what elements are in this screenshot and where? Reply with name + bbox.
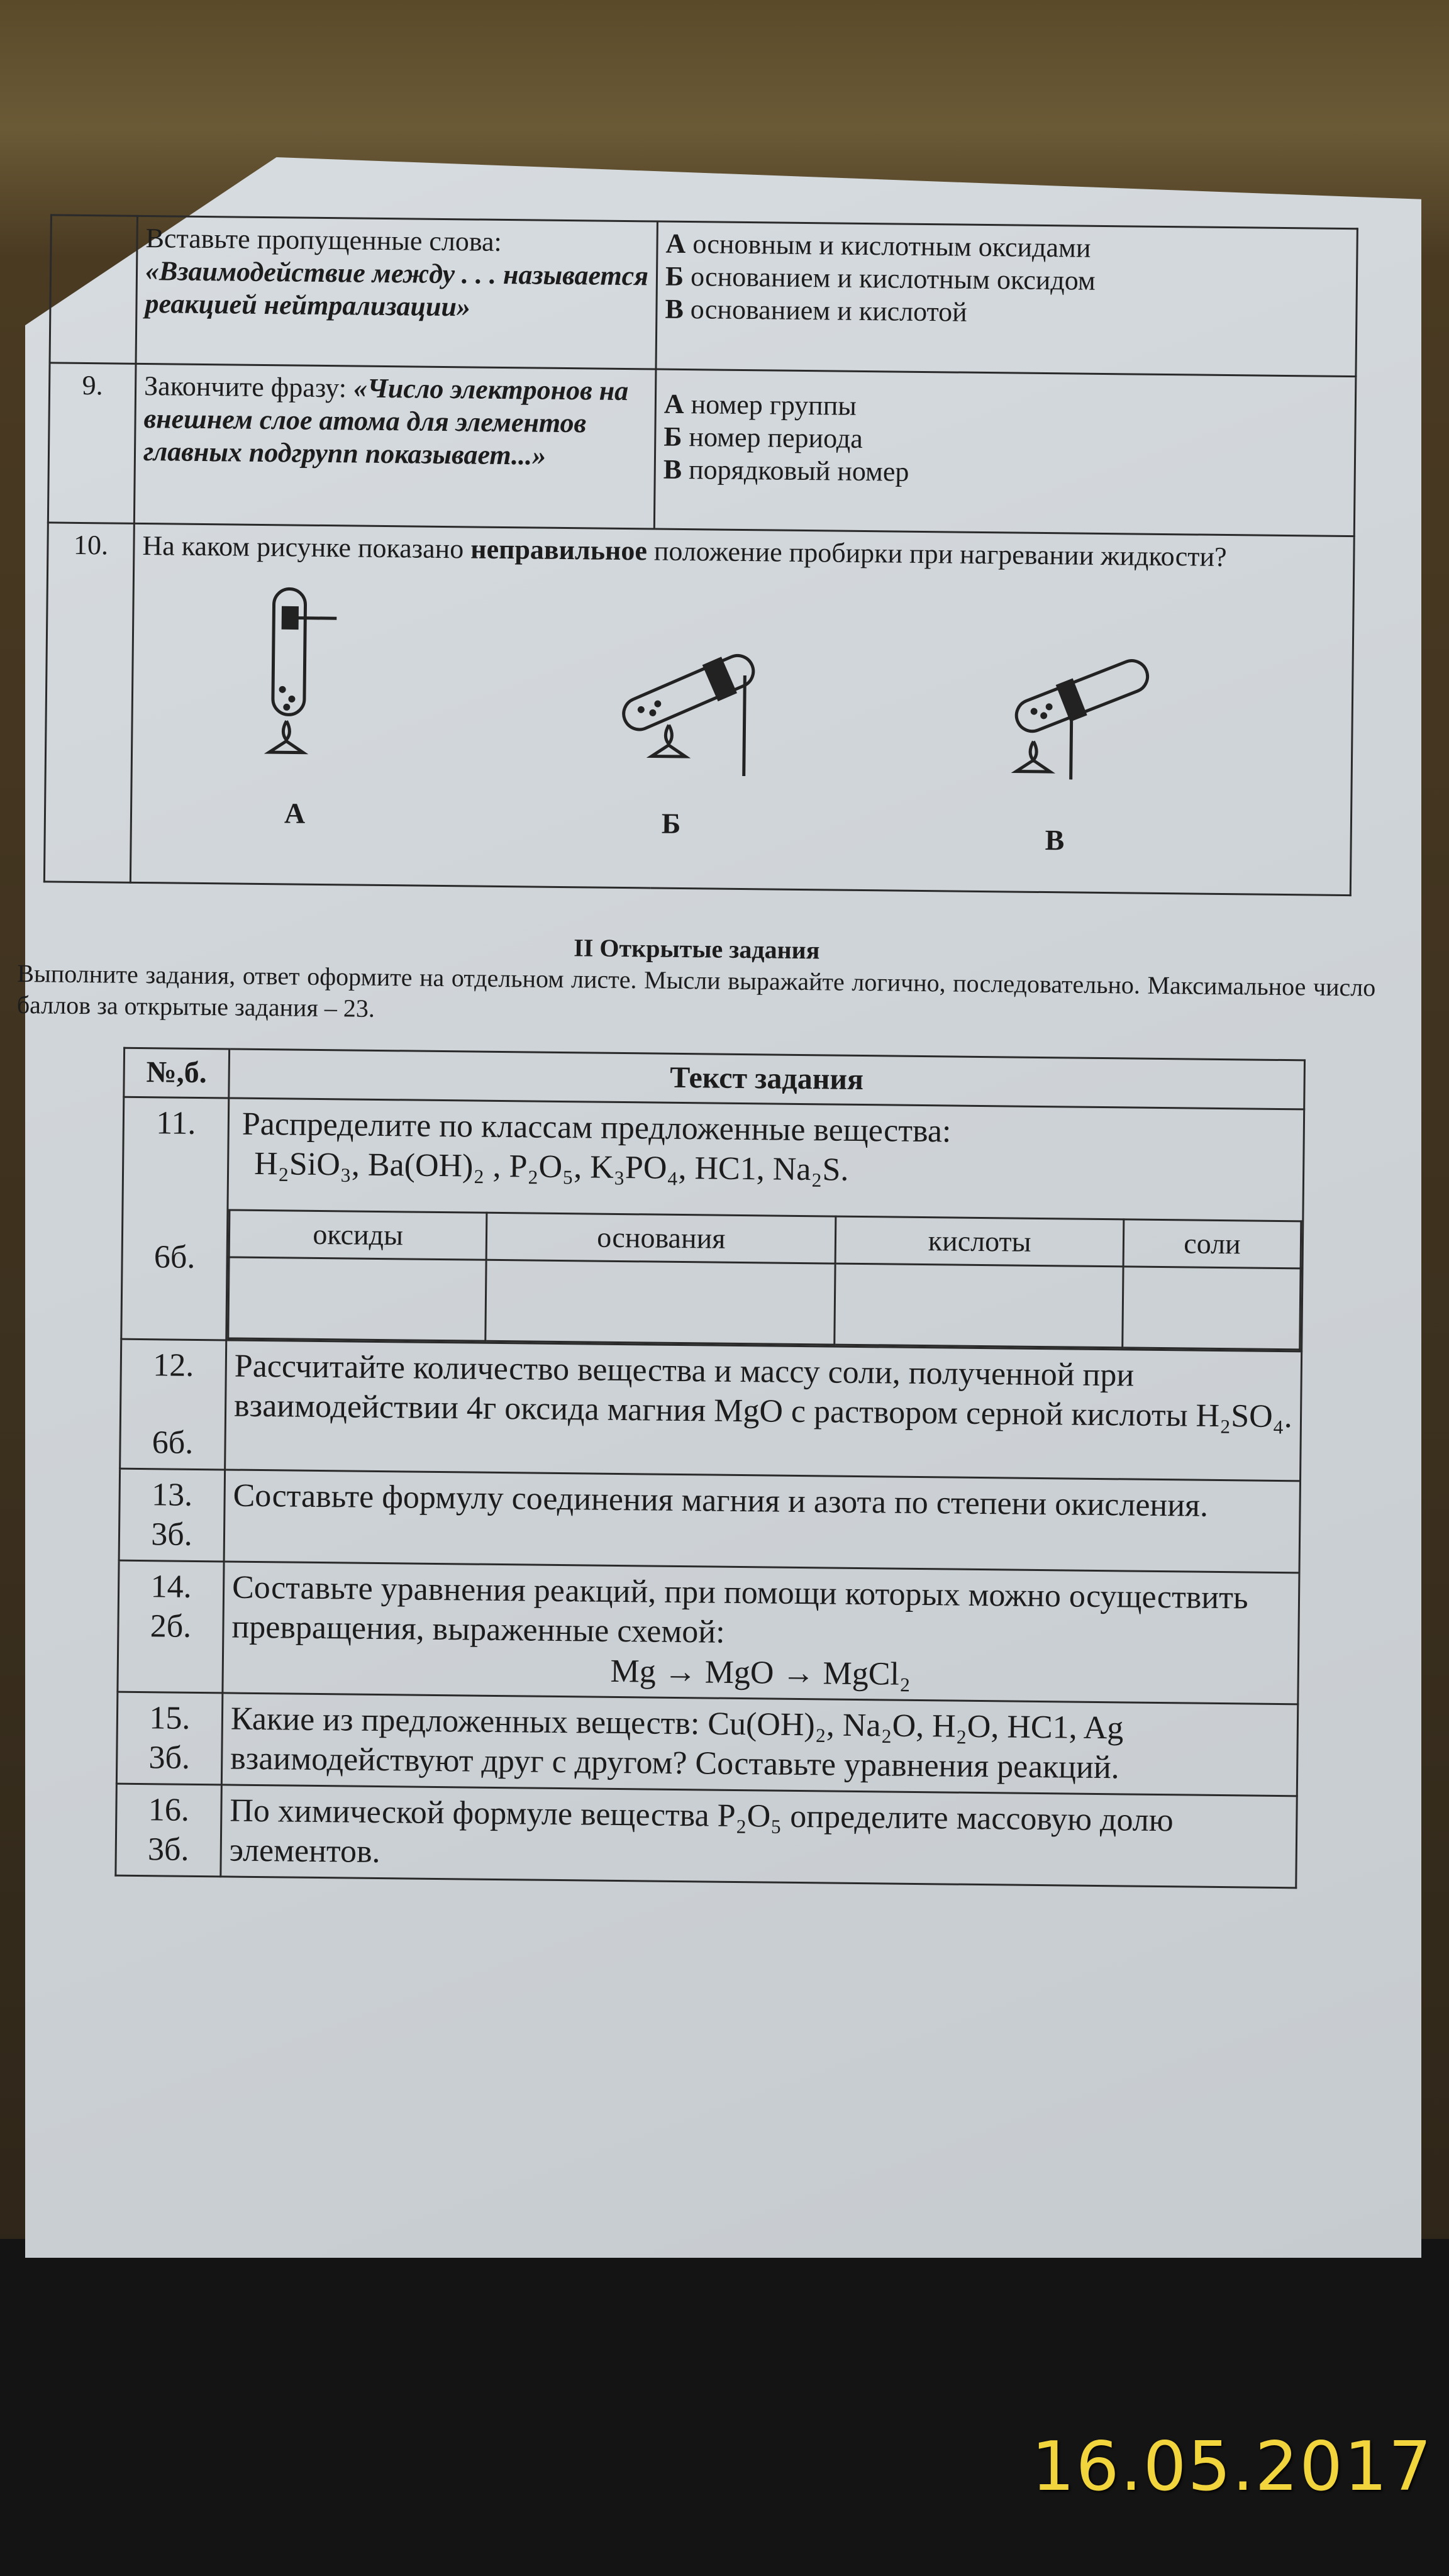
task-number: 12. 6б. [120, 1339, 226, 1470]
section-heading: II Открытые задания [574, 933, 820, 965]
task-row-11 [121, 1097, 1304, 1352]
class-bases: основания [487, 1213, 836, 1263]
figure-a-vertical-tube [269, 589, 337, 753]
open-tasks-section [17, 926, 1376, 1035]
question-number: 9. [48, 363, 136, 524]
task-text: По химической формуле вещества P₂O₅ определите массовую долю элементов. [221, 1785, 1297, 1888]
task-text: Распределите по классам предложенные вещества: H₂SiO₃, Ba(OH)₂ , P₂O₅, K₃PO₄, HC1, Na₂S. оксиды основания кислоты соли [226, 1098, 1304, 1352]
answer-cell [835, 1263, 1123, 1348]
test-tube-drawings [140, 562, 1400, 802]
answer-cell [486, 1260, 835, 1345]
task-row-15 [116, 1692, 1297, 1796]
task-row-16 [116, 1784, 1297, 1888]
figure-b-inclined-tube [617, 647, 760, 776]
figure-label-b: Б [661, 807, 681, 840]
answer-options: А номер группы Б номер периода В порядковый номер [654, 369, 1356, 536]
task-number: 13. 3б. [119, 1468, 225, 1562]
test-table [43, 214, 1358, 896]
task-row-13 [119, 1468, 1300, 1573]
class-salts: соли [1123, 1219, 1301, 1269]
task-text: Какие из предложенных веществ: Cu(OH)₂, Na₂O, H₂O, HC1, Ag взаимодействуют друг с другом? Составьте уравнения реакций. [221, 1693, 1297, 1796]
answer-options: А основным и кислотным оксидами Б основанием и кислотным оксидом В основанием и кислотой [656, 221, 1357, 376]
test-tube-figures [140, 562, 1346, 857]
section-intro: Выполните задания, ответ оформите на отдельном листе. Мысли выражайте логично, последовательно. Максимальное число баллов за открытые задания – 23. [16, 959, 1376, 1023]
open-tasks-table [114, 1047, 1306, 1889]
column-header-number: №,б. [124, 1048, 230, 1098]
task-number: 15. 3б. [116, 1692, 223, 1785]
classes-table [227, 1209, 1302, 1350]
figure-label-v: В [1045, 824, 1065, 857]
reaction-scheme: Mg → MgO → MgCl₂ [610, 1653, 911, 1692]
question-row-10 [44, 523, 1354, 896]
question-number [50, 215, 137, 364]
figure-label-a: А [284, 797, 306, 830]
question-text: Вставьте пропущенные слова: «Взаимодействие между . . . называется реакцией нейтрализации» [136, 216, 657, 369]
task-text: Составьте формулу соединения магния и азота по степени окисления. [224, 1470, 1300, 1573]
answer-cell [228, 1257, 487, 1341]
class-oxides: оксиды [229, 1210, 487, 1260]
question-row-9 [48, 363, 1356, 536]
class-acids: кислоты [835, 1216, 1124, 1267]
task-text: Составьте уравнения реакций, при помощи которых можно осуществить превращения, выраженные схемой: Mg → MgO → MgCl₂ [223, 1562, 1299, 1704]
task-number: 11. 6б. [121, 1097, 229, 1340]
task-text: Рассчитайте количество вещества и массу соли, полученной при взаимодействии 4г оксида магния MgO с раствором серной кислоты H₂SO₄. [225, 1340, 1302, 1481]
answer-cell [1123, 1267, 1301, 1350]
question-text: На каком рисунке показано неправильное положение пробирки при нагревании жидкости? А Б В [130, 524, 1354, 896]
photo-date-stamp: 16.05.2017 [1031, 2428, 1433, 2506]
task-row-14 [118, 1560, 1299, 1704]
task-number: 16. 3б. [116, 1784, 222, 1877]
figure-v-inclined-tube [1010, 653, 1153, 780]
task-row-12 [120, 1339, 1302, 1481]
question-row-8 [50, 215, 1357, 376]
question-text: Закончите фразу: «Число электронов на внешнем слое атома для элементов главных подгрупп показывает...» [134, 364, 656, 529]
dark-background [0, 2239, 1449, 2576]
question-number: 10. [44, 523, 134, 882]
column-header-text: Текст задания [229, 1049, 1305, 1109]
task-number: 14. 2б. [118, 1560, 224, 1693]
worksheet [8, 214, 1384, 1889]
